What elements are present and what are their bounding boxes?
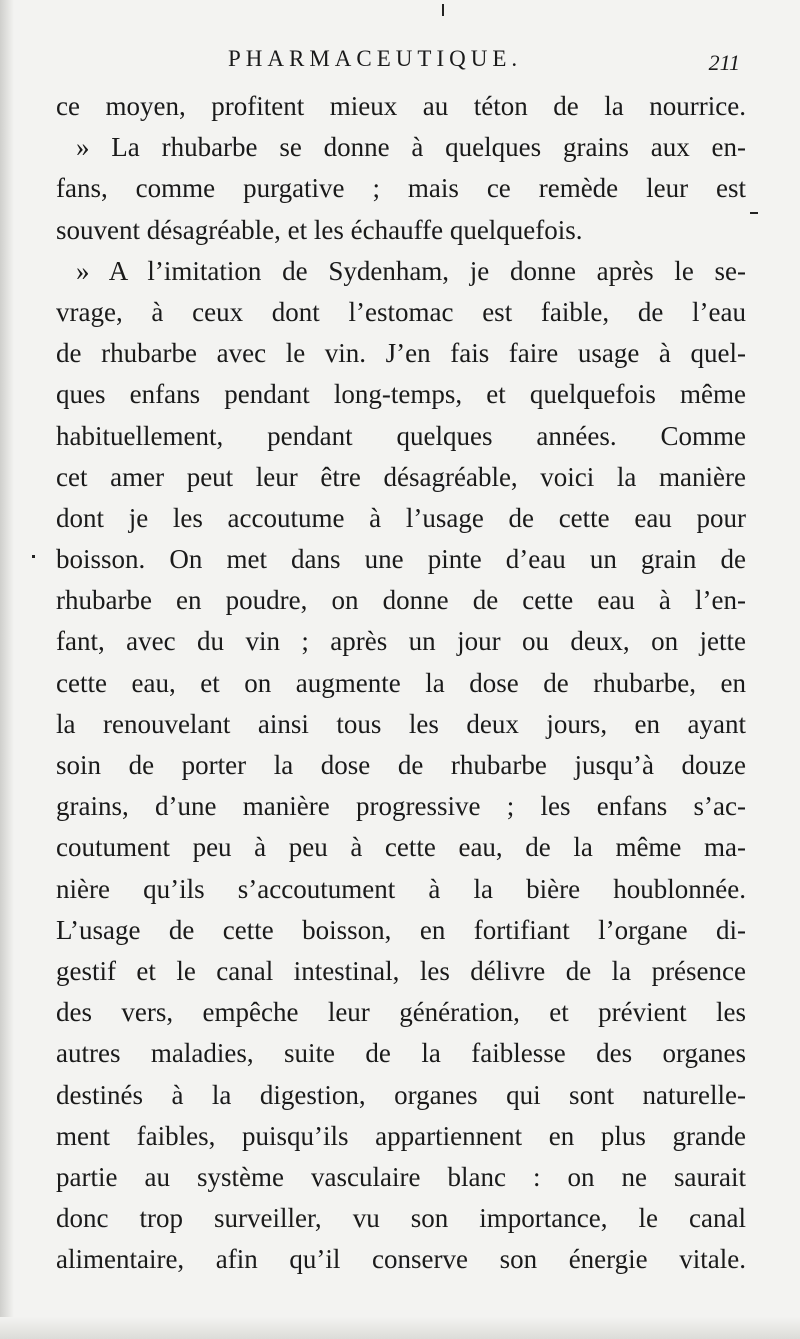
text-line: alimentaire, afin qu’il conserve son énergie vitale. — [56, 1244, 746, 1275]
text-line: nière qu’ils s’accoutument à la bière houblonnée. — [56, 873, 746, 904]
text-line: rhubarbe en poudre, on donne de cette eau à l’en- — [56, 585, 746, 616]
text-line: destinés à la digestion, organes qui sont naturelle- — [56, 1079, 746, 1110]
text-line: de rhubarbe avec le vin. J’en fais faire usage à quel- — [56, 338, 746, 369]
text-line: » La rhubarbe se donne à quelques grains aux en- — [76, 132, 746, 163]
running-title: PHARMACEUTIQUE. — [228, 46, 523, 71]
scan-mark — [32, 555, 35, 558]
text-line: ques enfans pendant long-temps, et quelquefois même — [56, 379, 746, 410]
text-line: L’usage de cette boisson, en fortifiant l’organe di- — [56, 914, 746, 945]
text-line: des vers, empêche leur génération, et prévient les — [56, 997, 746, 1028]
text-line: fans, comme purgative ; mais ce remède leur est — [56, 173, 746, 204]
text-line: partie au système vasculaire blanc : on ne saurait — [56, 1161, 746, 1192]
scan-mark — [750, 212, 758, 214]
running-header — [56, 46, 746, 82]
text-line: ment faibles, puisqu’ils appartiennent en plus grande — [56, 1120, 746, 1151]
text-line: boisson. On met dans une pinte d’eau un grain de — [56, 544, 746, 575]
text-line: soin de porter la dose de rhubarbe jusqu’à douze — [56, 750, 746, 780]
text-line: ce moyen, profitent mieux au téton de la nourrice. — [56, 91, 746, 121]
text-line: grains, d’une manière progressive ; les enfans s’ac- — [56, 791, 746, 822]
text-line: cette eau, et on augmente la dose de rhubarbe, en — [56, 667, 746, 698]
text-line: fant, avec du vin ; après un jour ou deux, on jette — [56, 626, 746, 657]
page-number: 211 — [708, 50, 740, 75]
text-line: la renouvelant ainsi tous les deux jours, en ayant — [56, 708, 746, 739]
text-line: donc trop surveiller, vu son importance, le canal — [56, 1203, 746, 1234]
body-text — [56, 86, 746, 1280]
text-line: » A l’imitation de Sydenham, je donne après le se- — [76, 255, 746, 286]
text-line: autres maladies, suite de la faiblesse des organes — [56, 1038, 746, 1069]
text-line: coutument peu à peu à cette eau, de la même ma- — [56, 832, 746, 863]
book-page — [56, 0, 746, 1280]
text-line: souvent désagréable, et les échauffe quelquefois. — [56, 214, 583, 245]
text-line: gestif et le canal intestinal, les délivre de la présence — [56, 955, 746, 986]
text-line: dont je les accoutume à l’usage de cette eau pour — [56, 502, 746, 533]
text-line: habituellement, pendant quelques années. Comme — [56, 420, 746, 451]
text-line: vrage, à ceux dont l’estomac est faible, de l’eau — [56, 296, 746, 327]
text-line: cet amer peut leur être désagréable, voici la manière — [56, 461, 746, 492]
